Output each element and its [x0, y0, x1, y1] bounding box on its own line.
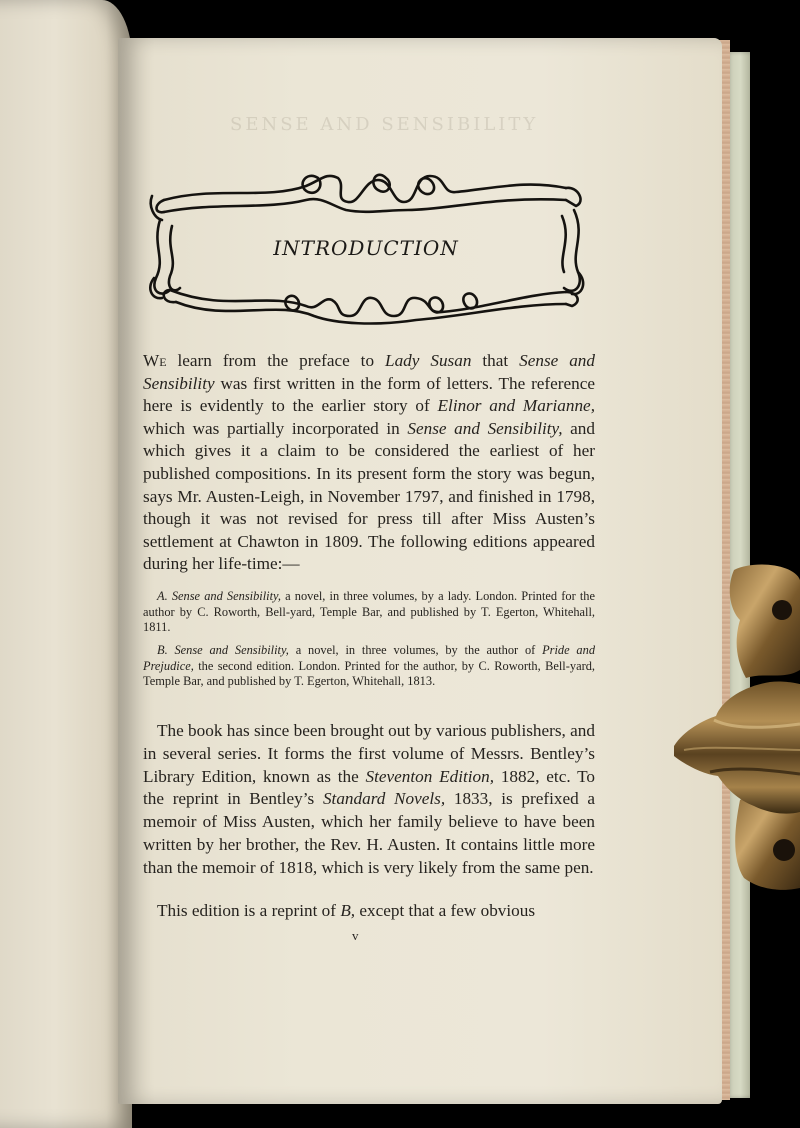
text-run: was first written in the form of letters. The reference here is evidently to the earlier story of	[143, 373, 595, 416]
page-number: v	[352, 928, 359, 943]
italic-title: A. Sense and Sensibility,	[157, 589, 281, 603]
italic-title: Lady Susan	[385, 351, 472, 370]
text-run: and which gives it a claim to be considered the earliest of her published compositions. In its present form the story was begun, says Mr. Austen-Leigh, in November 1797, and finished in 1798, though it was not revised for press till after Miss Austen’s settlement at Chawton in 1809. The following editions appeared during her life-time:—	[143, 418, 595, 574]
edition-note-a	[143, 589, 595, 636]
text-run: 1882, etc. To the reprint in Bentley’s	[143, 766, 595, 809]
edition-note-b	[143, 643, 595, 690]
italic-title: Elinor and Marianne,	[437, 396, 595, 416]
text-run: This edition is a reprint of	[157, 901, 341, 920]
introduction-banner	[146, 166, 586, 326]
clasp-illustration	[674, 560, 800, 890]
italic-title: Standard Novels,	[322, 789, 446, 809]
italic-title: Pride and Prejudice,	[143, 643, 596, 673]
text-run: a novel, in three volumes, by the author of	[288, 643, 543, 657]
show-through-running-head: SENSE AND SENSIBILITY	[230, 114, 539, 135]
intro-paragraph-3	[143, 900, 595, 923]
intro-paragraph-1	[143, 350, 595, 576]
text-run: learn from the preface to	[166, 351, 386, 370]
italic-title: Steventon Edition,	[365, 766, 495, 786]
brass-book-clasp	[674, 560, 800, 890]
italic-title: B. Sense and Sensibility,	[157, 643, 289, 657]
text-run: the second edition. London. Printed for the author, by C. Roworth, Bell-yard, Temple Bar, and published by T. Egerton, Whitehall, 1813.	[143, 658, 595, 689]
facing-page-left	[0, 0, 132, 1128]
italic-title: Sense and Sensibility	[143, 351, 595, 393]
text-run: that	[471, 351, 520, 370]
text-run: a novel, in three volumes, by a lady. London. Printed for the author by C. Roworth, Bell-yard, Temple Bar, and published by T. Egerton, Whitehall, 1811.	[143, 589, 595, 635]
opening-word: We	[143, 351, 167, 370]
text-run: 1833, is prefixed a memoir of Miss Austen, which her family believe to have been written by her brother, the Rev. H. Austen. It contains little more than the memoir of 1818, which is very likely from the same pen.	[143, 789, 596, 877]
text-run: The book has since been brought out by various publishers, and in several series. It forms the first volume of Messrs. Bentley’s Library Edition, known as the	[143, 721, 595, 786]
text-run: except that a few obvious	[355, 901, 536, 920]
text-run: which was partially incorporated in	[143, 418, 408, 438]
intro-paragraph-2	[143, 720, 595, 880]
italic-letter: B,	[340, 901, 356, 920]
italic-title: Sense and Sensibility,	[407, 418, 563, 438]
section-title: INTRODUCTION	[273, 236, 459, 260]
